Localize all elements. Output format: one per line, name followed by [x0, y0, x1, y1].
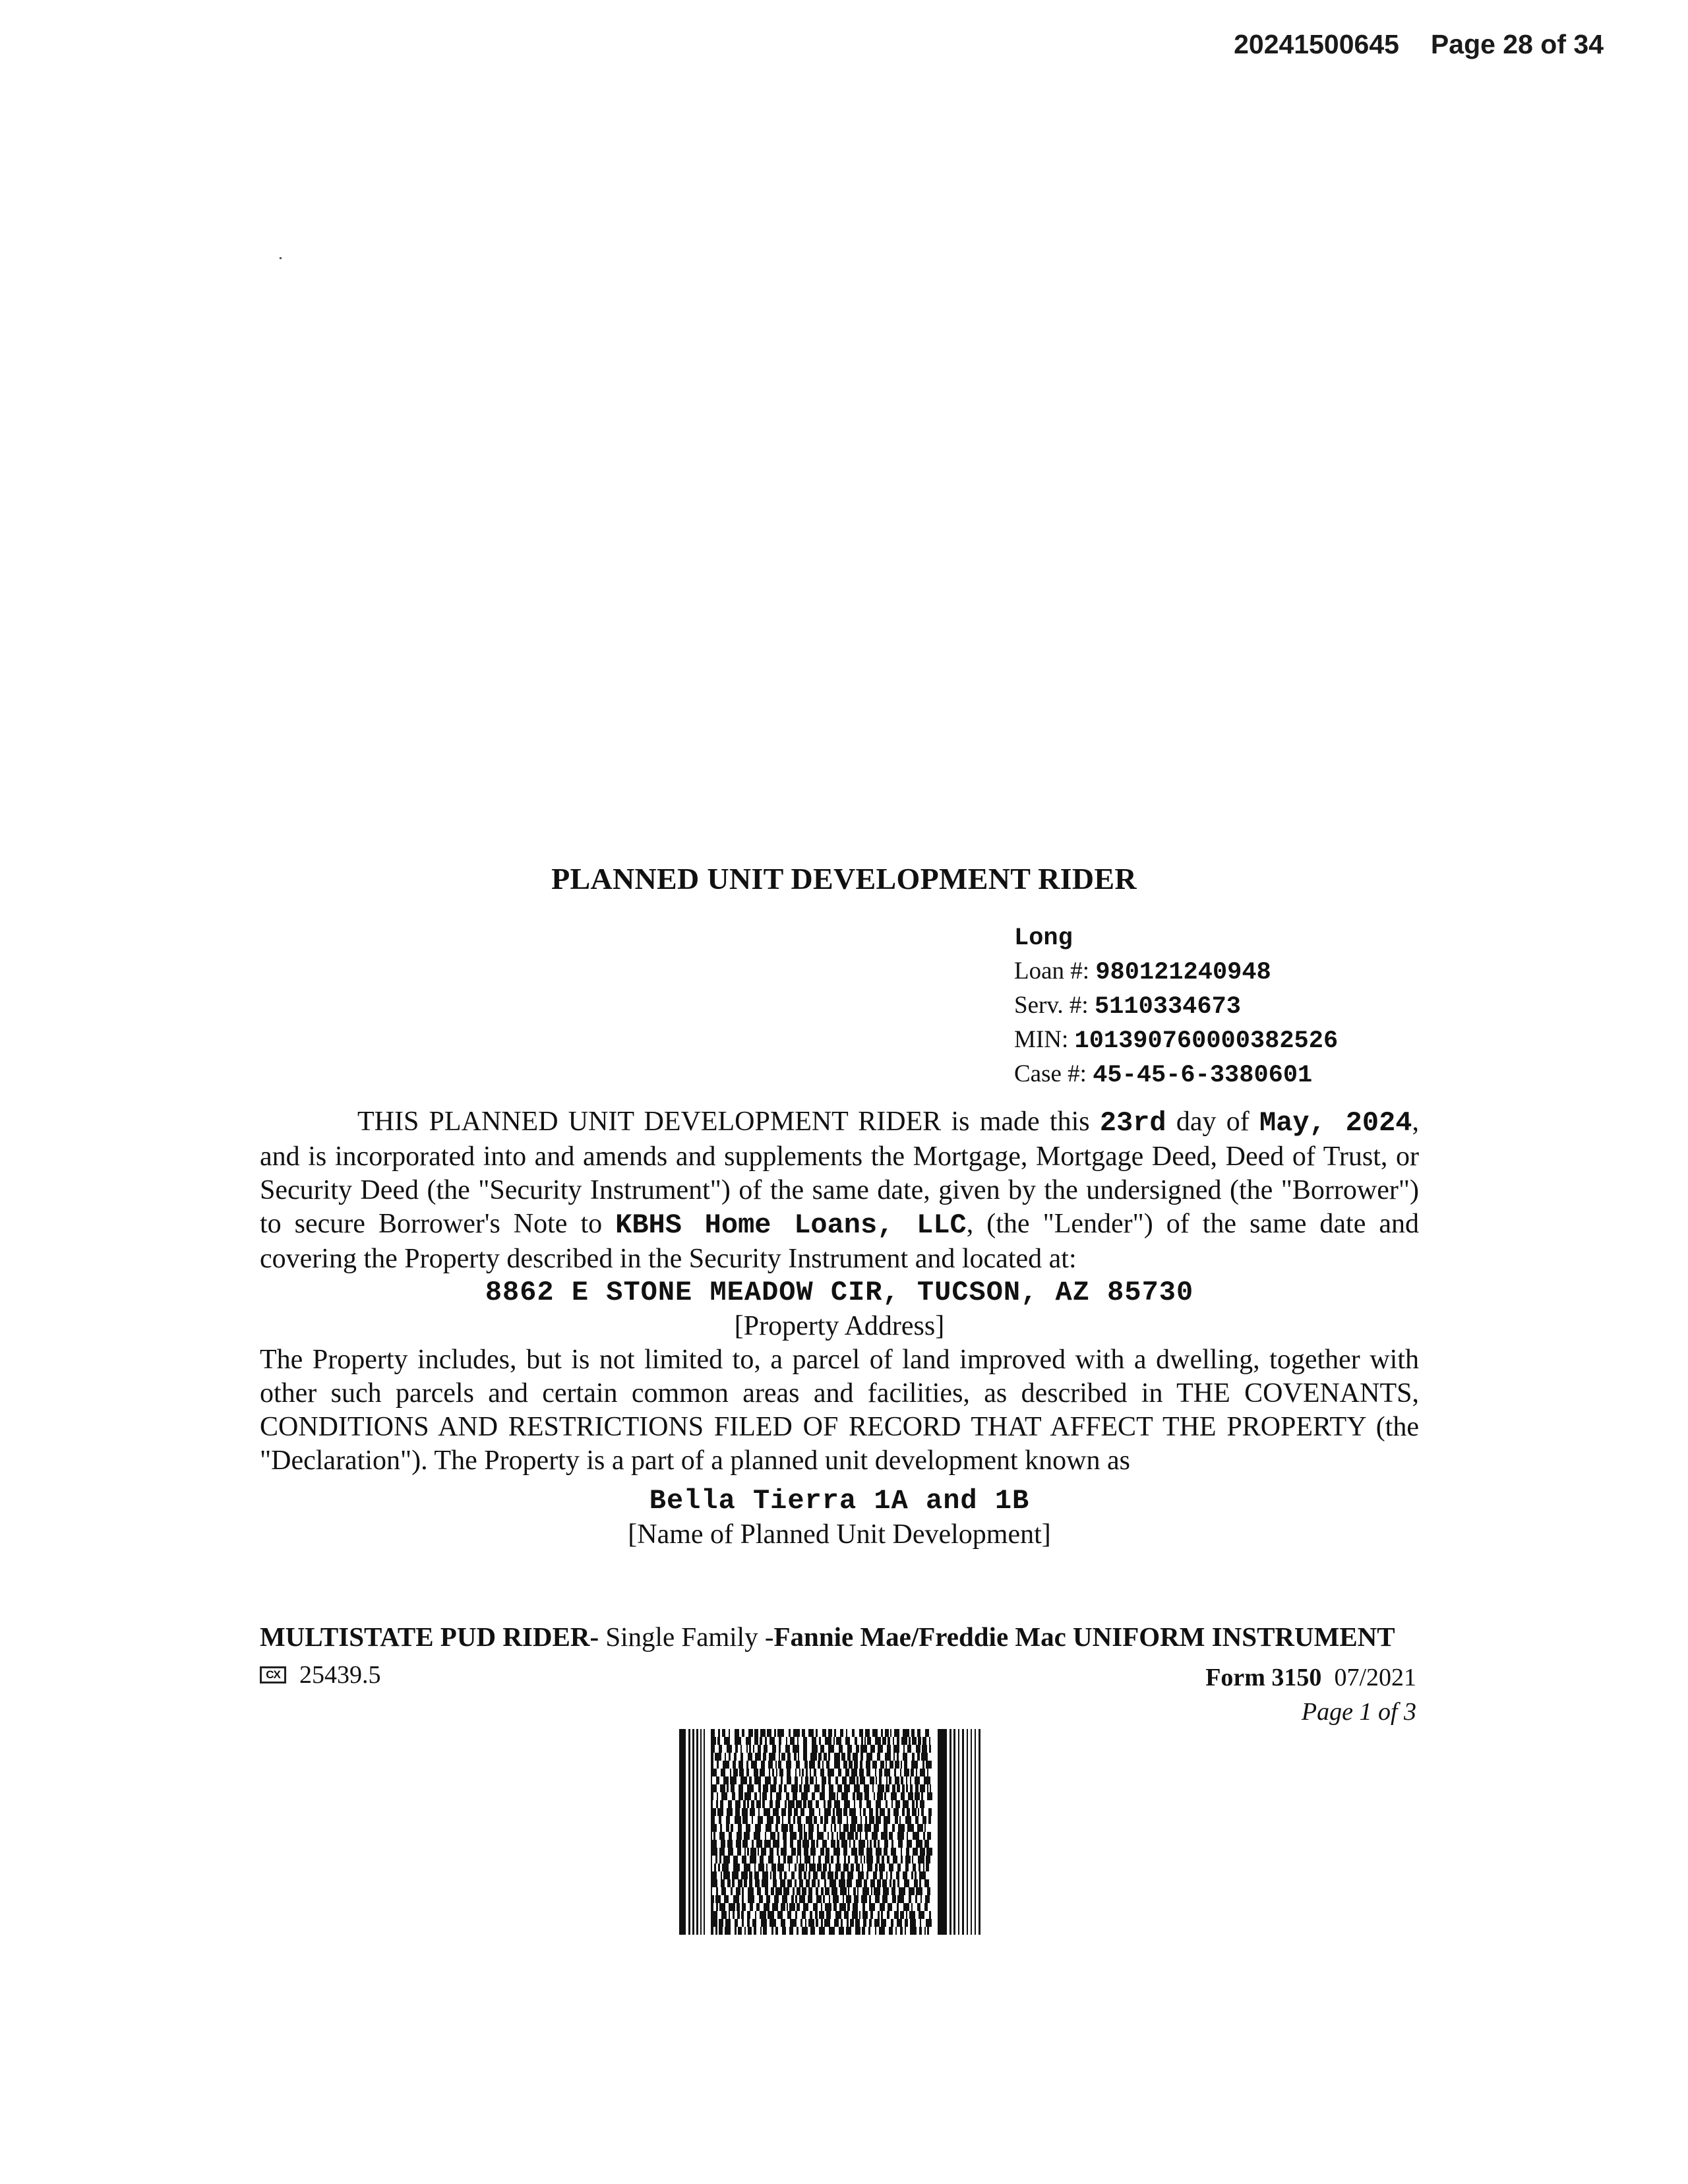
- form-date: 07/2021: [1334, 1664, 1416, 1691]
- intro-paragraph: THIS PLANNED UNIT DEVELOPMENT RIDER is made this 23rd day of May, 2024, and is incorporated into and amends and supplements the Mortgage, Mortgage Deed, Deed of Trust, or Security Deed (the "Security Instrument") of the same date, given by the undersigned (the "Borrower") to secure Borrower's Note to KBHS Home Loans, LLC, (the "Lender") of the same date and covering the Property described in the Security Instrument and located at:: [260, 1107, 1419, 1274]
- servicing-number: Serv. #: 5110334673: [1014, 992, 1241, 1021]
- rider-month-year: May, 2024: [1259, 1107, 1412, 1139]
- pud-name: Bella Tierra 1A and 1B: [649, 1485, 1030, 1517]
- recording-stamp: [1234, 29, 1604, 60]
- page-number: Page 1 of 3: [1301, 1698, 1416, 1726]
- recording-page-count: Page 28 of 34: [1430, 29, 1604, 59]
- loan-number: Loan #: 980121240948: [1014, 957, 1271, 986]
- borrower-name: Long: [1014, 925, 1073, 952]
- lender-name: KBHS Home Loans, LLC: [615, 1209, 967, 1241]
- form-number: Form 3150: [1205, 1664, 1322, 1691]
- case-number: Case #: 45-45-6-3380601: [1014, 1060, 1313, 1089]
- pdf417-barcode-icon: [679, 1729, 990, 1935]
- form-number-block: [1205, 1660, 1416, 1729]
- loan-identifiers: [1014, 921, 1338, 1092]
- property-address-caption: [Property Address]: [734, 1311, 945, 1341]
- pud-name-caption: [Name of Planned Unit Development]: [628, 1519, 1051, 1550]
- form-code: [260, 1660, 381, 1689]
- form-code-number: 25439.5: [299, 1661, 381, 1689]
- scan-speck: [280, 257, 282, 259]
- document-title: PLANNED UNIT DEVELOPMENT RIDER: [551, 862, 1137, 895]
- form-title: MULTISTATE PUD RIDER- Single Family -Fannie Mae/Freddie Mac UNIFORM INSTRUMENT: [260, 1622, 1395, 1652]
- recording-number: 20241500645: [1234, 29, 1399, 59]
- property-address: 8862 E STONE MEADOW CIR, TUCSON, AZ 85730: [485, 1277, 1194, 1308]
- property-description: The Property includes, but is not limited to, a parcel of land improved with a dwelling, together with other such parcels and certain common areas and facilities, as described in THE COVENANTS, CONDITIONS AND RESTRICTIONS FILED OF RECORD THAT AFFECT THE PROPERTY (the "Declaration"). The Property is a part of a planned unit development known as: [260, 1345, 1419, 1476]
- min-number: MIN: 101390760000382526: [1014, 1026, 1339, 1055]
- rider-body: [260, 1105, 1419, 1552]
- cx-logo-icon: CX: [260, 1666, 286, 1684]
- rider-day: 23rd: [1099, 1107, 1166, 1139]
